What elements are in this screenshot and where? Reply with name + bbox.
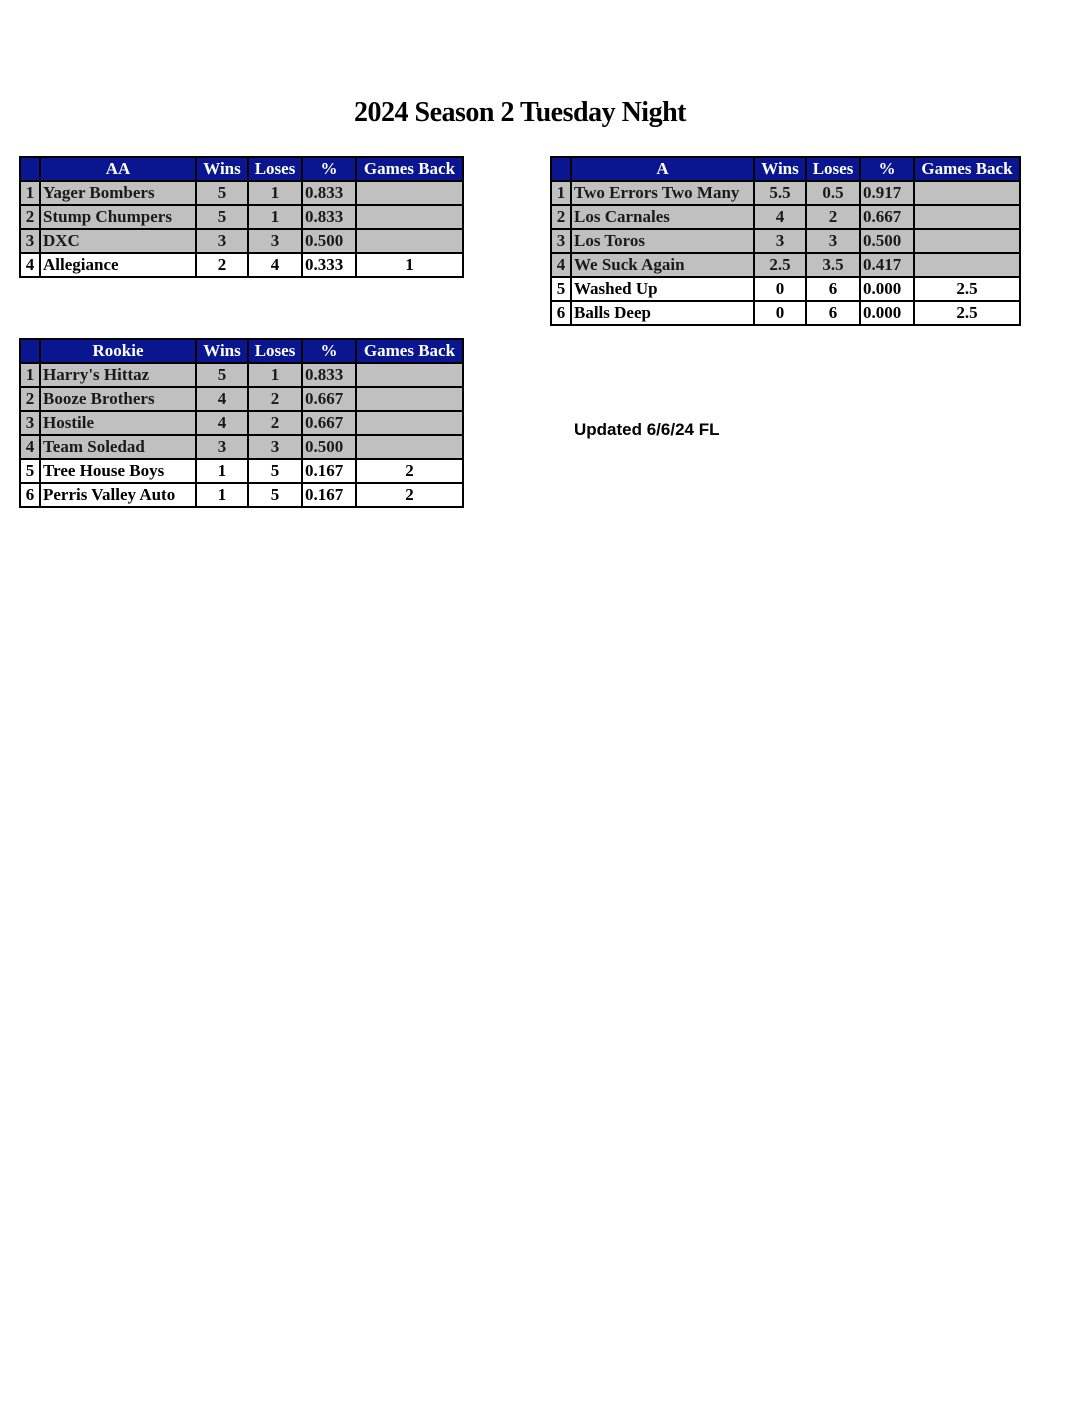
table-row xyxy=(20,435,463,459)
games-back-cell: 2.5 xyxy=(914,301,1020,325)
loses-cell: 0.5 xyxy=(806,181,860,205)
wins-cell: 5 xyxy=(196,205,248,229)
loses-cell: 5 xyxy=(248,483,302,507)
team-cell: Allegiance xyxy=(40,253,196,277)
loses-header: Loses xyxy=(248,339,302,363)
rank-header xyxy=(551,157,571,181)
pct-cell: 0.833 xyxy=(302,181,356,205)
games-back-cell xyxy=(356,387,463,411)
rank-cell: 4 xyxy=(20,253,40,277)
table-row xyxy=(20,483,463,507)
table-row xyxy=(20,411,463,435)
wins-cell: 0 xyxy=(754,301,806,325)
wins-header: Wins xyxy=(196,157,248,181)
rank-cell: 5 xyxy=(551,277,571,301)
pct-cell: 0.833 xyxy=(302,363,356,387)
pct-cell: 0.500 xyxy=(302,229,356,253)
pct-cell: 0.667 xyxy=(860,205,914,229)
games-back-header: Games Back xyxy=(356,157,463,181)
games-back-cell xyxy=(914,253,1020,277)
loses-cell: 6 xyxy=(806,277,860,301)
wins-cell: 2 xyxy=(196,253,248,277)
games-back-cell xyxy=(356,411,463,435)
team-cell: Balls Deep xyxy=(571,301,754,325)
team-cell: Booze Brothers xyxy=(40,387,196,411)
games-back-cell xyxy=(914,205,1020,229)
team-cell: Los Toros xyxy=(571,229,754,253)
wins-cell: 5.5 xyxy=(754,181,806,205)
rank-cell: 1 xyxy=(551,181,571,205)
rank-cell: 3 xyxy=(20,229,40,253)
loses-cell: 2 xyxy=(248,387,302,411)
table-row xyxy=(20,205,463,229)
loses-cell: 3 xyxy=(248,435,302,459)
loses-cell: 6 xyxy=(806,301,860,325)
wins-cell: 3 xyxy=(196,435,248,459)
loses-cell: 3 xyxy=(248,229,302,253)
standings-table-rookie xyxy=(19,338,464,508)
games-back-cell: 2.5 xyxy=(914,277,1020,301)
wins-cell: 4 xyxy=(196,387,248,411)
games-back-cell xyxy=(914,229,1020,253)
table-row xyxy=(551,205,1020,229)
table-row xyxy=(20,181,463,205)
team-cell: Harry's Hittaz xyxy=(40,363,196,387)
games-back-cell xyxy=(914,181,1020,205)
wins-cell: 4 xyxy=(754,205,806,229)
wins-cell: 3 xyxy=(754,229,806,253)
pct-cell: 0.000 xyxy=(860,301,914,325)
loses-cell: 1 xyxy=(248,363,302,387)
team-cell: Stump Chumpers xyxy=(40,205,196,229)
division-name: AA xyxy=(40,157,196,181)
rank-cell: 6 xyxy=(20,483,40,507)
table-row xyxy=(20,229,463,253)
pct-cell: 0.667 xyxy=(302,411,356,435)
team-cell: Tree House Boys xyxy=(40,459,196,483)
team-cell: DXC xyxy=(40,229,196,253)
loses-cell: 4 xyxy=(248,253,302,277)
games-back-header: Games Back xyxy=(914,157,1020,181)
division-name: Rookie xyxy=(40,339,196,363)
pct-cell: 0.500 xyxy=(860,229,914,253)
pct-cell: 0.667 xyxy=(302,387,356,411)
rank-header xyxy=(20,157,40,181)
team-cell: Perris Valley Auto xyxy=(40,483,196,507)
standings-table-aa xyxy=(19,156,464,278)
games-back-cell xyxy=(356,181,463,205)
wins-cell: 2.5 xyxy=(754,253,806,277)
rank-cell: 4 xyxy=(20,435,40,459)
team-cell: Yager Bombers xyxy=(40,181,196,205)
games-back-cell xyxy=(356,363,463,387)
games-back-header: Games Back xyxy=(356,339,463,363)
wins-cell: 4 xyxy=(196,411,248,435)
rank-cell: 2 xyxy=(551,205,571,229)
team-cell: Hostile xyxy=(40,411,196,435)
rank-cell: 4 xyxy=(551,253,571,277)
pct-cell: 0.167 xyxy=(302,483,356,507)
table-row xyxy=(20,253,463,277)
loses-cell: 2 xyxy=(806,205,860,229)
header-row xyxy=(20,157,463,181)
table-row xyxy=(551,253,1020,277)
table-row xyxy=(20,459,463,483)
table-row xyxy=(20,363,463,387)
games-back-cell: 2 xyxy=(356,459,463,483)
standings-table-a xyxy=(550,156,1021,326)
division-name: A xyxy=(571,157,754,181)
pct-header: % xyxy=(302,157,356,181)
loses-cell: 1 xyxy=(248,205,302,229)
rank-cell: 2 xyxy=(20,387,40,411)
loses-cell: 5 xyxy=(248,459,302,483)
loses-cell: 3 xyxy=(806,229,860,253)
wins-header: Wins xyxy=(196,339,248,363)
page-title: 2024 Season 2 Tuesday Night xyxy=(354,97,686,128)
rank-cell: 5 xyxy=(20,459,40,483)
games-back-cell xyxy=(356,435,463,459)
header-row xyxy=(551,157,1020,181)
wins-cell: 0 xyxy=(754,277,806,301)
table-row xyxy=(551,229,1020,253)
games-back-cell xyxy=(356,205,463,229)
pct-cell: 0.000 xyxy=(860,277,914,301)
wins-cell: 5 xyxy=(196,181,248,205)
wins-cell: 1 xyxy=(196,483,248,507)
table-row xyxy=(20,387,463,411)
rank-cell: 2 xyxy=(20,205,40,229)
header-row xyxy=(20,339,463,363)
pct-cell: 0.167 xyxy=(302,459,356,483)
loses-header: Loses xyxy=(806,157,860,181)
table-row xyxy=(551,301,1020,325)
updated-note: Updated 6/6/24 FL xyxy=(574,420,720,439)
team-cell: We Suck Again xyxy=(571,253,754,277)
team-cell: Two Errors Two Many xyxy=(571,181,754,205)
games-back-cell xyxy=(356,229,463,253)
pct-cell: 0.417 xyxy=(860,253,914,277)
pct-cell: 0.333 xyxy=(302,253,356,277)
loses-header: Loses xyxy=(248,157,302,181)
rank-cell: 3 xyxy=(551,229,571,253)
rank-cell: 6 xyxy=(551,301,571,325)
games-back-cell: 1 xyxy=(356,253,463,277)
pct-header: % xyxy=(302,339,356,363)
loses-cell: 2 xyxy=(248,411,302,435)
wins-cell: 3 xyxy=(196,229,248,253)
rank-cell: 1 xyxy=(20,181,40,205)
pct-cell: 0.833 xyxy=(302,205,356,229)
pct-cell: 0.917 xyxy=(860,181,914,205)
team-cell: Team Soledad xyxy=(40,435,196,459)
loses-cell: 3.5 xyxy=(806,253,860,277)
pct-cell: 0.500 xyxy=(302,435,356,459)
team-cell: Los Carnales xyxy=(571,205,754,229)
rank-cell: 3 xyxy=(20,411,40,435)
wins-cell: 5 xyxy=(196,363,248,387)
team-cell: Washed Up xyxy=(571,277,754,301)
table-row xyxy=(551,277,1020,301)
loses-cell: 1 xyxy=(248,181,302,205)
games-back-cell: 2 xyxy=(356,483,463,507)
table-row xyxy=(551,181,1020,205)
rank-header xyxy=(20,339,40,363)
wins-cell: 1 xyxy=(196,459,248,483)
wins-header: Wins xyxy=(754,157,806,181)
pct-header: % xyxy=(860,157,914,181)
rank-cell: 1 xyxy=(20,363,40,387)
